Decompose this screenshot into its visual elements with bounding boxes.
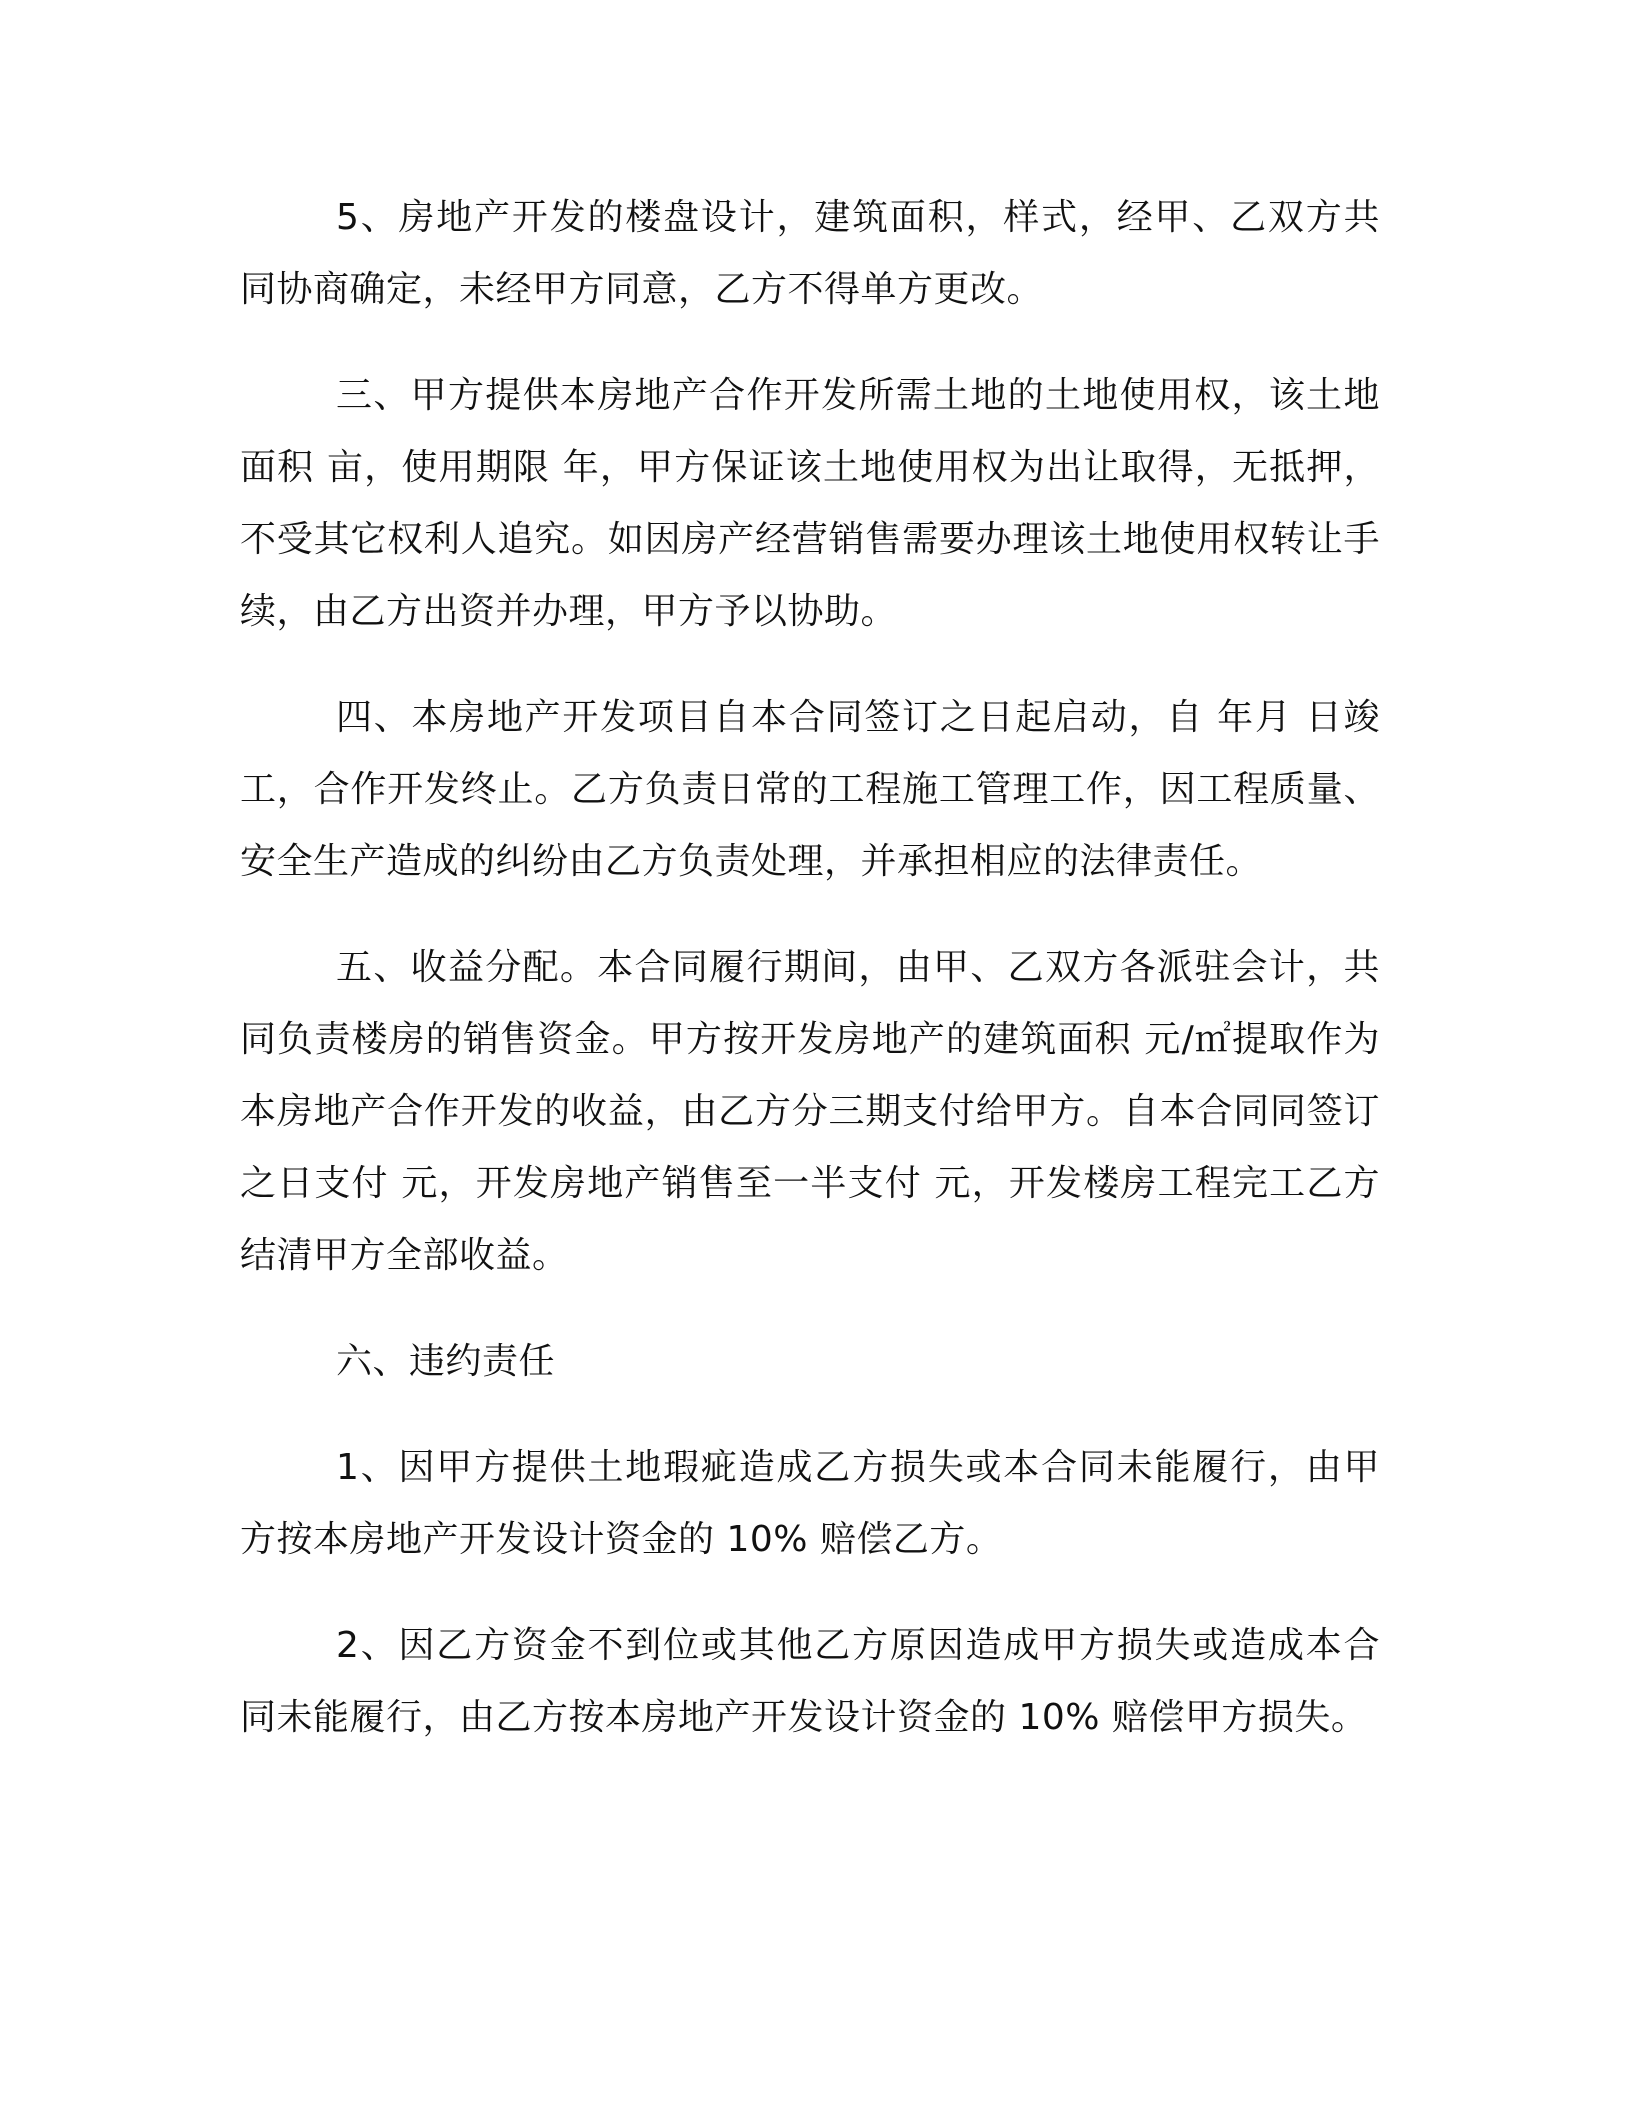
clause-3-land-use-right: 三、甲方提供本房地产合作开发所需土地的土地使用权，该土地面积 亩，使用期限 年，甲方保证该土地使用权为出让取得，无抵押，不受其它权利人追究。如因房产经营销售需要办理该土地使用权转让手续，由乙方出资并办理，甲方予以协助。 [240, 375, 1380, 632]
clause-6-1-party-a-liability: 1、因甲方提供土地瑕疵造成乙方损失或本合同未能履行，由甲方按本房地产开发设计资金的 10% 赔偿乙方。 [240, 1447, 1380, 1560]
document-page [240, 182, 1380, 1788]
clause-5-design: 5、房地产开发的楼盘设计，建筑面积，样式，经甲、乙双方共同协商确定，未经甲方同意，乙方不得单方更改。 [240, 197, 1380, 310]
clause-5-profit-distribution: 五、收益分配。本合同履行期间，由甲、乙双方各派驻会计，共同负责楼房的销售资金。甲方按开发房地产的建筑面积 元/㎡提取作为本房地产合作开发的收益，由乙方分三期支付给甲方。自本合同同签订之日支付 元，开发房地产销售至一半支付 元，开发楼房工程完工乙方结清甲方全部收益。 [240, 947, 1380, 1276]
clause-6-2-party-b-liability: 2、因乙方资金不到位或其他乙方原因造成甲方损失或造成本合同未能履行，由乙方按本房地产开发设计资金的 10% 赔偿甲方损失。 [240, 1625, 1380, 1738]
clause-4-project-term: 四、本房地产开发项目自本合同签订之日起启动，自 年月 日竣工，合作开发终止。乙方负责日常的工程施工管理工作，因工程质量、安全生产造成的纠纷由乙方负责处理，并承担相应的法律责任。 [240, 697, 1380, 882]
clause-6-heading-liability: 六、违约责任 [336, 1341, 556, 1382]
